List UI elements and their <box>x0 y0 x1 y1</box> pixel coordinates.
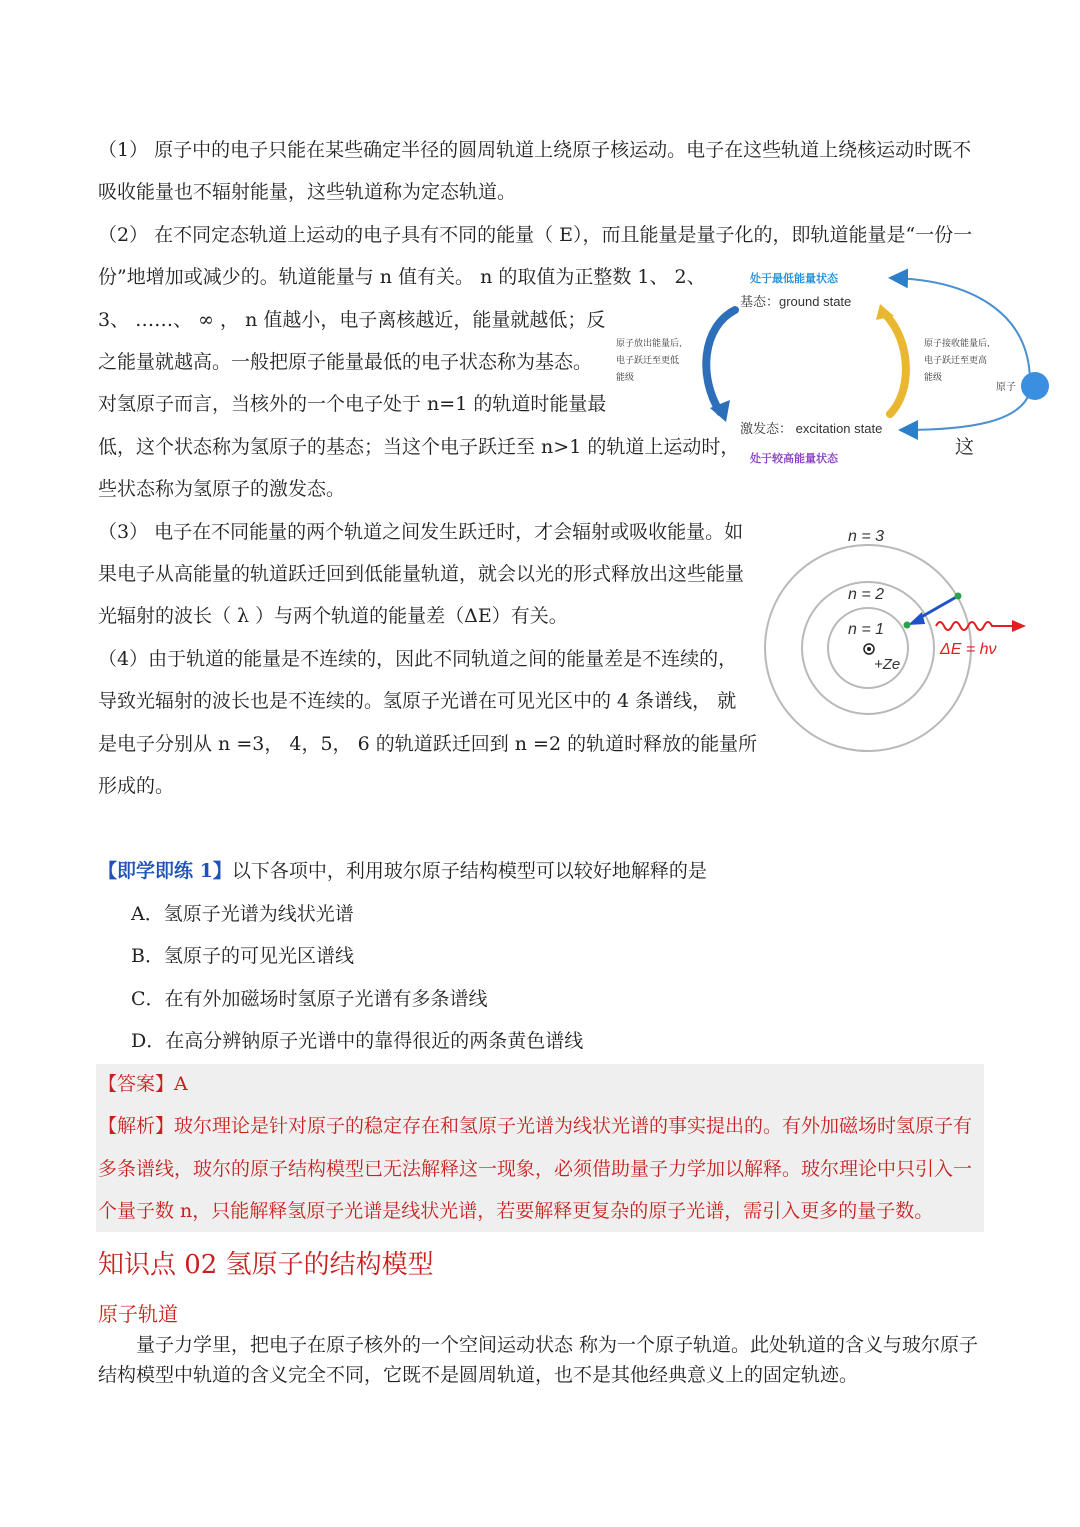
option-b: B．氢原子的可见光区谱线 <box>131 945 354 967</box>
para2-line4: 之能量就越高。一般把原子能量最低的电子状态称为基态。 <box>98 351 593 373</box>
answer-line <box>98 1071 188 1097</box>
para3-line1: （3） 电子在不同能量的两个轨道之间发生跃迁时，才会辐射或吸收能量。如 <box>98 521 744 543</box>
absorption-arrow <box>885 314 906 414</box>
option-d: D．在高分辨钠原子光谱中的靠得很近的两条黄色谱线 <box>131 1030 584 1052</box>
para1-line2: 吸收能量也不辐射能量，这些轨道称为定态轨道。 <box>98 181 517 203</box>
bohr-orbit-diagram <box>758 518 1038 758</box>
para4-line2: 导致光辐射的波长也是不连续的。氢原子光谱在可见光区中的 4 条谱线， 就 <box>98 690 737 712</box>
option-a: A．氢原子光谱为线状光谱 <box>131 903 354 925</box>
photon-wave-icon <box>936 622 1012 630</box>
knowledge-point-title: 知识点 02 氢原子的结构模型 <box>98 1250 434 1280</box>
para3-line3: 光辐射的波长（ λ ）与两个轨道的能量差（ΔE）有关。 <box>98 605 568 627</box>
analysis-line2: 多条谱线，玻尔的原子结构模型已无法解释这一现象，必须借助量子力学加以解释。玻尔理论中只引入一 <box>98 1158 973 1180</box>
para2-line6-tail: 这 <box>955 436 975 458</box>
excited-state-label: 激发态： excitation state <box>740 421 883 436</box>
energy-formula: ΔE = hν <box>940 641 997 658</box>
exercise-question-line <box>98 858 707 884</box>
analysis-label: 【解析】 <box>98 1115 175 1137</box>
answer-value: A <box>174 1073 188 1095</box>
label-n2: n = 2 <box>848 586 885 603</box>
section-subtitle: 原子轨道 <box>98 1302 178 1326</box>
electron-n2 <box>955 593 962 600</box>
left-note: 原子放出能量后, 电子跃迁至更低 能级 <box>616 338 682 382</box>
excite-arc <box>902 392 1030 430</box>
analysis-line1: 【解析】玻尔理论是针对原子的稳定存在和氢原子光谱为线状光谱的事实提出的。有外加磁场时氢原子有 <box>98 1115 973 1137</box>
atom-label: 原子 <box>996 382 1016 393</box>
right-note: 原子接收能量后, 电子跃迁至更高 能级 <box>924 338 990 382</box>
para2-line1: （2） 在不同定态轨道上运动的电子具有不同的能量（ E），而且能量是量子化的，即轨道能量是“一份一 <box>98 224 973 246</box>
kp-body-line2: 结构模型中轨道的含义完全不同，它既不是圆周轨道，也不是其他经典意义上的固定轨迹。 <box>98 1364 859 1386</box>
atom-icon <box>1021 372 1049 400</box>
emission-arrow <box>706 310 735 412</box>
ground-state-label: 基态：ground state <box>740 294 852 309</box>
nucleus-label: +Ze <box>874 656 901 673</box>
para4-line1: （4）由于轨道的能量是不连续的，因此不同轨道之间的能量差是不连续的， <box>98 648 738 670</box>
para2-line3: 3、 ……、 ∞ ， n 值越小，电子离核越近，能量就越低；反 <box>98 309 606 331</box>
exercise-tag: 【即学即练 1】 <box>98 860 232 882</box>
para2-line6: 低，这个状态称为氢原子的基态；当这个电子跃迁至 n>1 的轨道上运动时， <box>98 436 740 458</box>
energy-state-diagram <box>610 262 1060 472</box>
para2-line5: 对氢原子而言，当核外的一个电子处于 n=1 的轨道时能量最 <box>98 393 607 415</box>
para2-line2: 份”地增加或减少的。轨道能量与 n 值有关。 n 的取值为正整数 1、 2、 <box>98 266 706 288</box>
answer-label: 【答案】 <box>98 1073 175 1095</box>
analysis-line3: 个量子数 n，只能解释氢原子光谱是线状光谱，若要解释更复杂的原子光谱，需引入更多的量子数。 <box>98 1200 934 1222</box>
exercise-question: 以下各项中，利用玻尔原子结构模型可以较好地解释的是 <box>231 860 707 882</box>
label-n3: n = 3 <box>848 528 885 545</box>
absorb-arc <box>892 278 1030 382</box>
para4-line4: 形成的。 <box>98 775 175 797</box>
bottom-caption: 处于较高能量状态 <box>750 453 838 465</box>
electron-n1 <box>904 622 911 629</box>
para2-line7: 些状态称为氢原子的激发态。 <box>98 478 346 500</box>
option-c: C．在有外加磁场时氢原子光谱有多条谱线 <box>131 988 488 1010</box>
para1-line1: （1） 原子中的电子只能在某些确定半径的圆周轨道上绕原子核运动。电子在这些轨道上绕核运动时既不 <box>98 139 972 161</box>
kp-body-line1: 量子力学里，把电子在原子核外的一个空间运动状态 称为一个原子轨道。此处轨道的含义与玻尔原子 <box>136 1334 979 1356</box>
para3-line2: 果电子从高能量的轨道跃迁回到低能量轨道，就会以光的形式释放出这些能量 <box>98 563 745 585</box>
para4-line3: 是电子分别从 n =3， 4，5， 6 的轨道跃迁回到 n =2 的轨道时释放的能量所 <box>98 733 758 755</box>
top-caption: 处于最低能量状态 <box>750 273 838 285</box>
label-n1: n = 1 <box>848 621 885 638</box>
